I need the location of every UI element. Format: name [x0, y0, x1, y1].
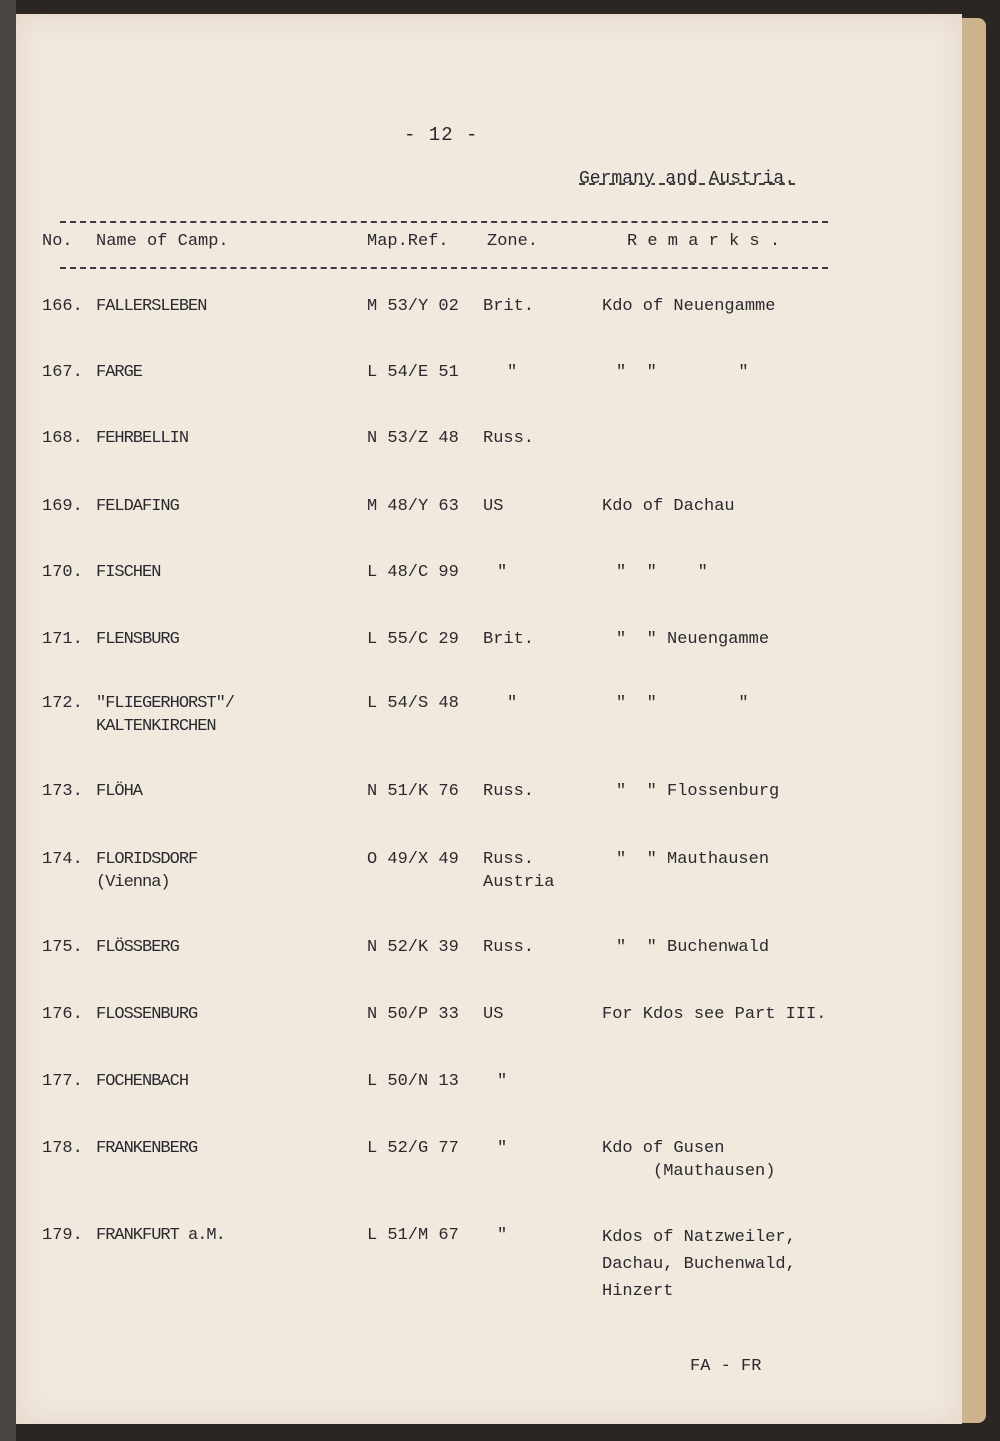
column-header-no: No. — [42, 232, 73, 251]
row-number: 174. — [42, 850, 83, 869]
column-header-zone: Zone. — [487, 232, 539, 251]
remarks: " " Buchenwald — [616, 938, 770, 957]
row-number: 169. — [42, 497, 83, 516]
row-number: 170. — [42, 563, 83, 582]
book-spine — [0, 0, 16, 1441]
map-ref: L 55/C 29 — [367, 630, 459, 649]
zone: " — [497, 1072, 508, 1091]
row-number: 175. — [42, 938, 83, 957]
map-ref: N 50/P 33 — [367, 1005, 459, 1024]
row-number: 177. — [42, 1072, 83, 1091]
zone: " — [507, 694, 518, 713]
camp-name: FLENSBURG — [96, 630, 179, 649]
remarks: For Kdos see Part III. — [602, 1005, 827, 1024]
map-ref: N 51/K 76 — [367, 782, 459, 801]
camp-name: FARGE — [96, 363, 143, 382]
row-number: 167. — [42, 363, 83, 382]
zone: " — [497, 1226, 508, 1245]
map-ref: M 53/Y 02 — [367, 297, 459, 316]
remarks: " " Neuengamme — [616, 630, 770, 649]
map-ref: M 48/Y 63 — [367, 497, 459, 516]
column-header-remarks: R e m a r k s . — [627, 232, 781, 251]
map-ref: L 51/M 67 — [367, 1226, 459, 1245]
remarks: " " " — [616, 563, 708, 582]
zone: " — [507, 363, 518, 382]
zone: US — [483, 497, 504, 516]
zone: Russ. Austria — [483, 850, 555, 892]
remarks: Kdo of Gusen (Mauthausen) — [602, 1139, 776, 1181]
camp-name: FRANKFURT a.M. — [96, 1226, 225, 1245]
map-ref: L 54/S 48 — [367, 694, 459, 713]
remarks: Kdos of Natzweiler, Dachau, Buchenwald, Hinzert — [602, 1228, 796, 1301]
camp-name: FLORIDSDORF (Vienna) — [96, 850, 198, 892]
row-number: 171. — [42, 630, 83, 649]
remarks: " " Flossenburg — [616, 782, 780, 801]
column-header-name: Name of Camp. — [96, 232, 229, 251]
header-rule-top — [60, 221, 828, 223]
footer-range-code: FA - FR — [690, 1357, 762, 1376]
row-number: 179. — [42, 1226, 83, 1245]
camp-name: FLÖSSBERG — [96, 938, 179, 957]
row-number: 176. — [42, 1005, 83, 1024]
remarks: " " " — [616, 694, 749, 713]
row-number: 178. — [42, 1139, 83, 1158]
remarks: " " Mauthausen — [616, 850, 770, 869]
camp-name: "FLIEGERHORST"/ KALTENKIRCHEN — [96, 694, 235, 736]
map-ref: L 50/N 13 — [367, 1072, 459, 1091]
map-ref: N 52/K 39 — [367, 938, 459, 957]
zone: Russ. — [483, 782, 535, 801]
remarks: " " " — [616, 363, 749, 382]
zone: " — [497, 1139, 508, 1158]
camp-name: FALLERSLEBEN — [96, 297, 207, 316]
map-ref: O 49/X 49 — [367, 850, 459, 869]
column-header-map-ref: Map.Ref. — [367, 232, 449, 251]
map-ref: N 53/Z 48 — [367, 429, 459, 448]
zone: Brit. — [483, 297, 535, 316]
row-number: 168. — [42, 429, 83, 448]
zone: " — [497, 563, 508, 582]
zone: Russ. — [483, 429, 535, 448]
camp-name: FOCHENBACH — [96, 1072, 189, 1091]
remarks: Kdo of Neuengamme — [602, 297, 776, 316]
row-number: 172. — [42, 694, 83, 713]
camp-name: FEHRBELLIN — [96, 429, 189, 448]
camp-name: FRANKENBERG — [96, 1139, 198, 1158]
camp-name: FLÖHA — [96, 782, 143, 801]
row-number: 173. — [42, 782, 83, 801]
map-ref: L 52/G 77 — [367, 1139, 459, 1158]
page-number: - 12 - — [404, 124, 479, 146]
remarks: Kdo of Dachau — [602, 497, 735, 516]
zone: US — [483, 1005, 504, 1024]
header-rule-bottom — [60, 267, 828, 269]
camp-name: FELDAFING — [96, 497, 179, 516]
camp-name: FISCHEN — [96, 563, 161, 582]
zone: Russ. — [483, 938, 535, 957]
zone: Brit. — [483, 630, 535, 649]
row-number: 166. — [42, 297, 83, 316]
document-page — [16, 14, 962, 1424]
map-ref: L 48/C 99 — [367, 563, 459, 582]
camp-name: FLOSSENBURG — [96, 1005, 198, 1024]
map-ref: L 54/E 51 — [367, 363, 459, 382]
section-title: Germany and Austria. — [579, 169, 796, 189]
